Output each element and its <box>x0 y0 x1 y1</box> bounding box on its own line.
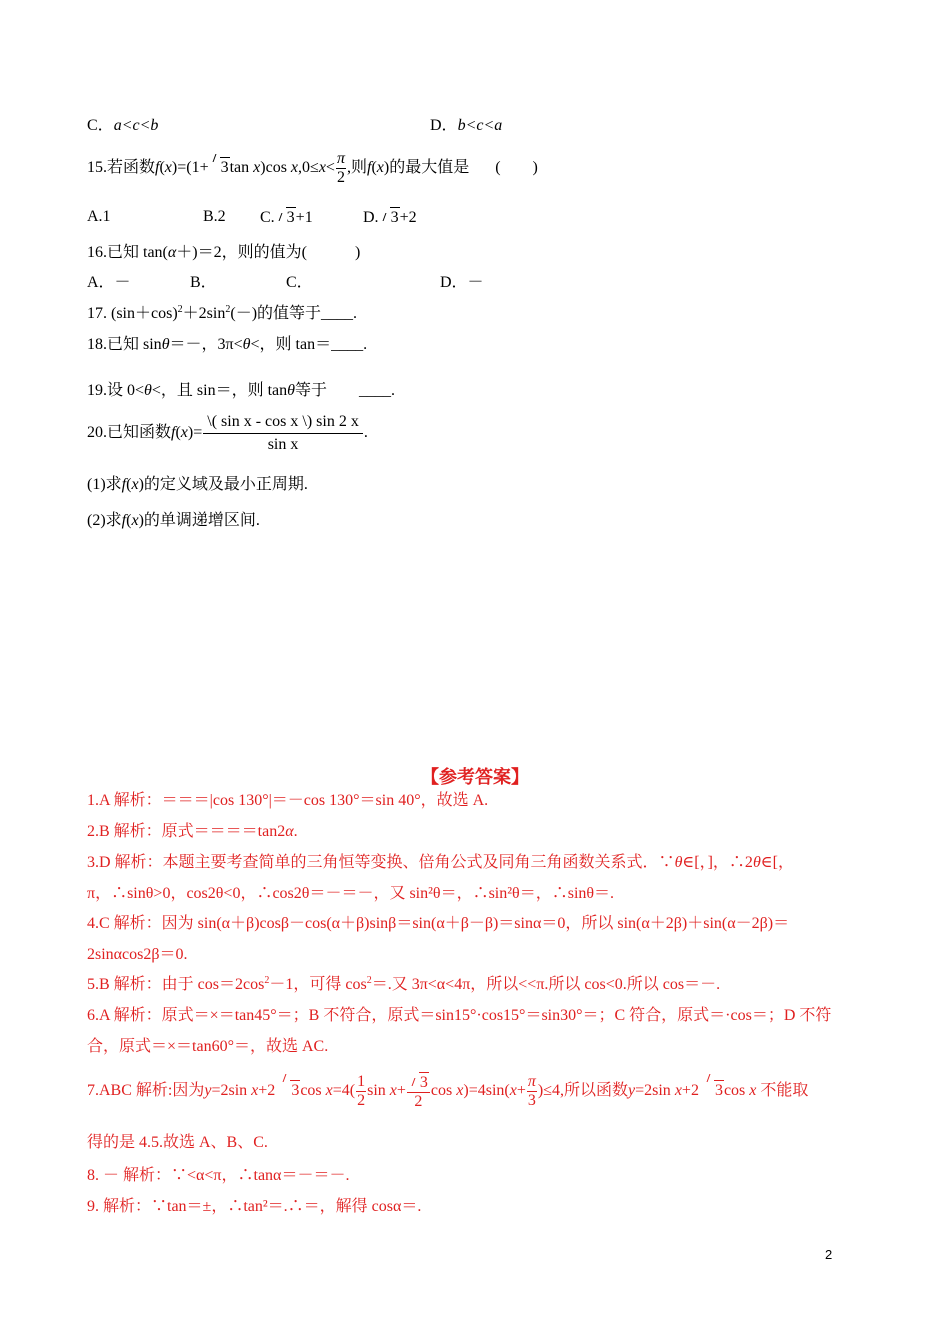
q15-option-b: B.2 <box>203 208 226 225</box>
q16-option-d: D．－ <box>440 274 484 291</box>
answers-title: 【参考答案】 <box>421 767 529 788</box>
q20-fraction <box>203 411 363 456</box>
q15-option-c: C. 3+1 <box>260 209 313 226</box>
answer-4-line2: 2sinαcos2β＝0. <box>87 946 188 963</box>
answer-7-line1: 7.ABC 解析:因为y=2sin x+2 3cos x=4( $\frac{1}{2}$ sin x+ $\frac{3}{2}$ cos x)=4sin(x+ $\frac{\pi}{3}$ )≤4,所以函数y=2sin x+2 3cos x 不能取 <box>87 1068 808 1114</box>
answer-8: 8. － 解析：∵<α<π，∴tanα＝－＝－. <box>87 1167 350 1184</box>
q15-stem: 15.若函数f(x)=(1+ 3tan x)cos x,0≤x< $\frac{\pi}{2}$ ,则f(x)的最大值是 ( ) <box>87 148 538 188</box>
q16-option-c: C． <box>286 274 313 291</box>
q14-option-d: D．b<c<a <box>430 117 503 134</box>
q17-stem: 17. $(\sin+\cos)^2+2\sin^2(-)$的值等于____. <box>87 304 358 322</box>
q19-stem: 19.设 0<θ<，且 sin＝，则 tanθ等于 ____. <box>87 382 396 399</box>
fraction-pi-over-2: $\frac{\pi}{2}$ <box>336 149 345 186</box>
answer-4-line1: 4.C 解析：因为 sin(α＋β)cosβ－cos(α＋β)sinβ＝sin(α＋β－β)＝sinα＝0，所以 sin(α＋2β)＋sin(α－2β)＝ <box>87 915 790 932</box>
answer-6-line2: 合，原式＝×＝tan60°＝，故选 AC. <box>87 1038 329 1055</box>
answer-5: 5.B 解析：由于 $\cos=2\cos^2-1$，可得 $\cos^2=$.又 3π<α<4π，所以<<π.所以 cos<0.所以 cos＝－. <box>87 975 721 993</box>
q20-part2: (2)求f(x)的单调递增区间. <box>87 512 260 529</box>
q16-option-a: A．－ <box>87 274 131 291</box>
answer-1: 1.A 解析：＝＝＝|cos 130°|＝－cos 130°＝sin 40°，故选 A. <box>87 792 489 809</box>
q16-option-b: B． <box>190 274 217 291</box>
q14-option-c: C．a<c<b <box>87 117 159 134</box>
page-number: 2 <box>825 1247 833 1262</box>
q15-option-a: A.1 <box>87 208 111 225</box>
q20-part1: (1)求f(x)的定义域及最小正周期. <box>87 476 308 493</box>
answer-9: 9. 解析：∵tan＝±，∴tan²＝.∴＝，解得 cosα＝. <box>87 1198 422 1215</box>
answer-3-line2: π，∴sinθ>0，cos2θ<0，∴cos2θ＝－＝－，又 sin²θ＝，∴sin²θ＝，∴sinθ＝. <box>87 885 615 902</box>
q18-stem: 18.已知 sinθ＝－，3π<θ<，则 tan＝____. <box>87 336 368 353</box>
q20-stem: 20.已知函数f(x)= $\frac{\text{\textbackslash{}( sin x - cos x \textbackslash{}) sin 2 x}}{\text{sin x}}$ . <box>87 410 368 456</box>
q16-stem: 16.已知 tan(α＋)＝2，则的值为( ) <box>87 244 361 261</box>
answer-6-line1: 6.A 解析：原式＝×＝tan45°＝；B 不符合，原式＝sin15°·cos15°＝sin30°＝；C 符合，原式＝·cos＝；D 不符 <box>87 1007 832 1024</box>
answer-7-line2: 得的是 4.5.故选 A、B、C. <box>87 1134 268 1151</box>
q20-denominator: sin x <box>267 435 299 453</box>
q15-option-d: D. 3+2 <box>363 209 417 226</box>
answer-3-line1: 3.D 解析：本题主要考查简单的三角恒等变换、倍角公式及同角三角函数关系式．∵θ∈[，]，∴2θ∈[， <box>87 854 794 871</box>
q20-numerator: \( sin x - cos x \) sin 2 x <box>203 411 363 434</box>
sqrt-symbol: 3 <box>210 148 230 188</box>
answer-2: 2.B 解析：原式＝＝＝＝tan2α. <box>87 823 298 840</box>
